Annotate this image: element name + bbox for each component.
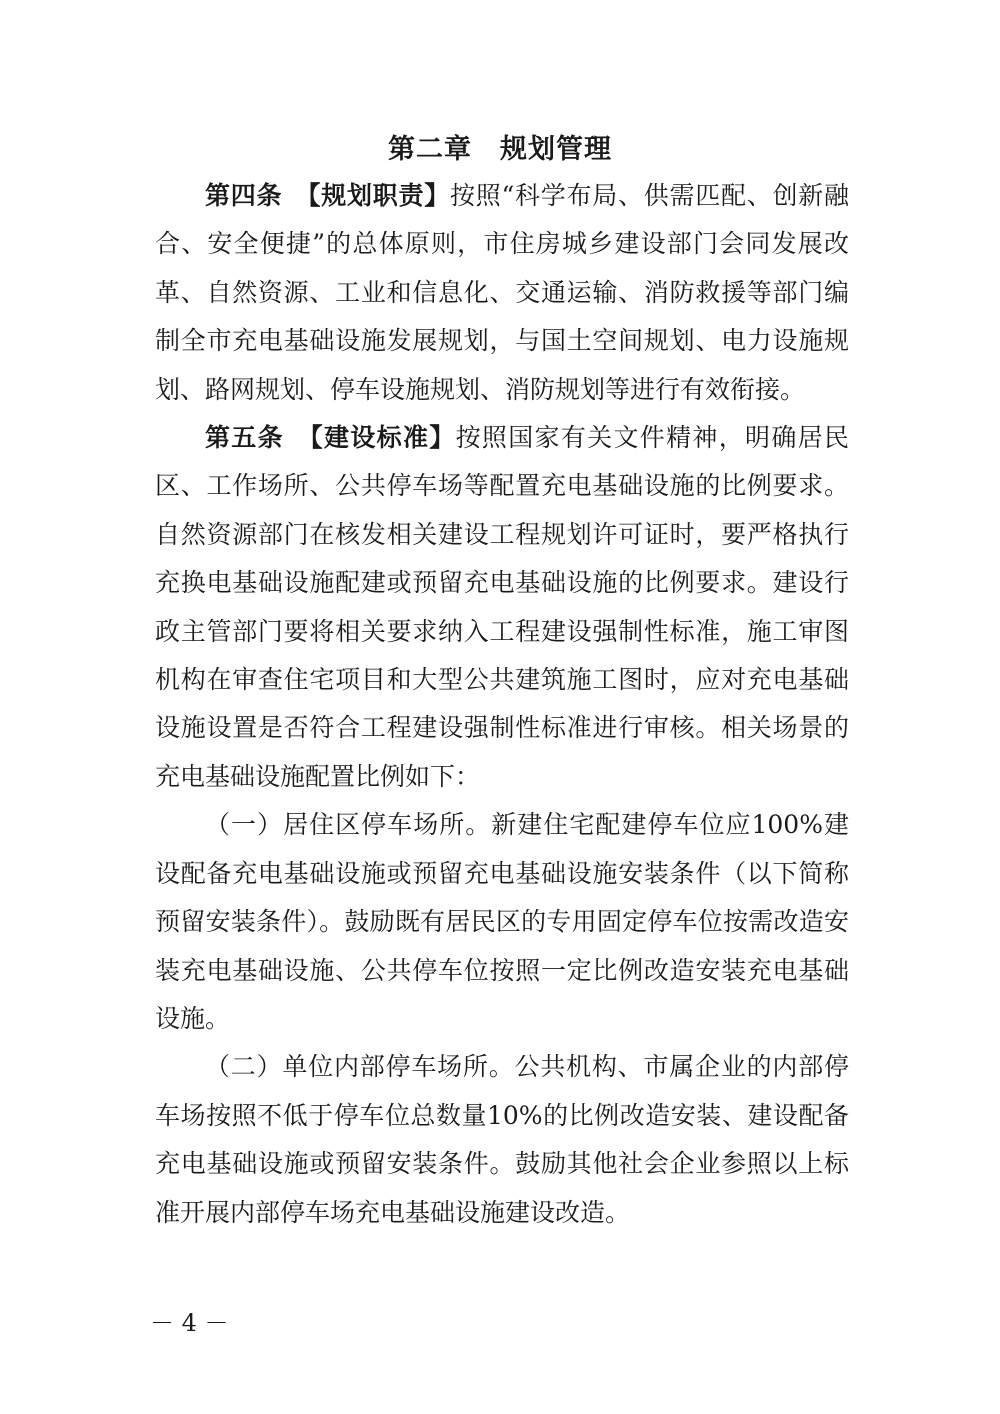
article-4-text: 按照“科学布局、供需匹配、创新融合、安全便捷”的总体原则，市住房城乡建设部门会同发展改革、自然资源、工业和信息化、交通运输、消防救援等部门编制全市充电基础设施发展规划，与国土空间规划、电力设施规划、路网规划、停车设施规划、消防规划等进行有效衔接。 [155,181,849,404]
item-2-text: （二）单位内部停车场所。公共机构、市属企业的内部停车场按照不低于停车位总数量10%的比例改造安装、建设配备充电基础设施或预留安装条件。鼓励其他社会企业参照以上标准开展内部停车场充电基础设施建设改造。 [155,1052,849,1227]
article-5-paragraph [155,414,849,801]
article-4-heading: 第四条 【规划职责】 [205,181,450,210]
article-5-heading: 第五条 【建设标准】 [205,423,456,453]
page-number: － 4 － [150,1309,229,1337]
body-text [155,172,849,1237]
article-4-paragraph [155,172,849,414]
article-5-text: 按照国家有关文件精神，明确居民区、工作场所、公共停车场等配置充电基础设施的比例要求。自然资源部门在核发相关建设工程规划许可证时，要严格执行充换电基础设施配建或预留充电基础设施的比例要求。建设行政主管部门要将相关要求纳入工程建设强制性标准，施工审图机构在审查住宅项目和大型公共建筑施工图时，应对充电基础设施设置是否符合工程建设强制性标准进行审核。相关场景的充电基础设施配置比例如下： [155,423,849,791]
item-2-paragraph [155,1043,849,1237]
item-1-text: （一）居住区停车场所。新建住宅配建停车位应100%建设配备充电基础设施或预留充电基础设施安装条件（以下简称预留安装条件）。鼓励既有居民区的专用固定停车位按需改造安装充电基础设施、公共停车位按照一定比例改造安装充电基础设施。 [155,810,849,1033]
item-1-paragraph [155,801,849,1043]
chapter-title: 第二章 规划管理 [388,134,612,165]
